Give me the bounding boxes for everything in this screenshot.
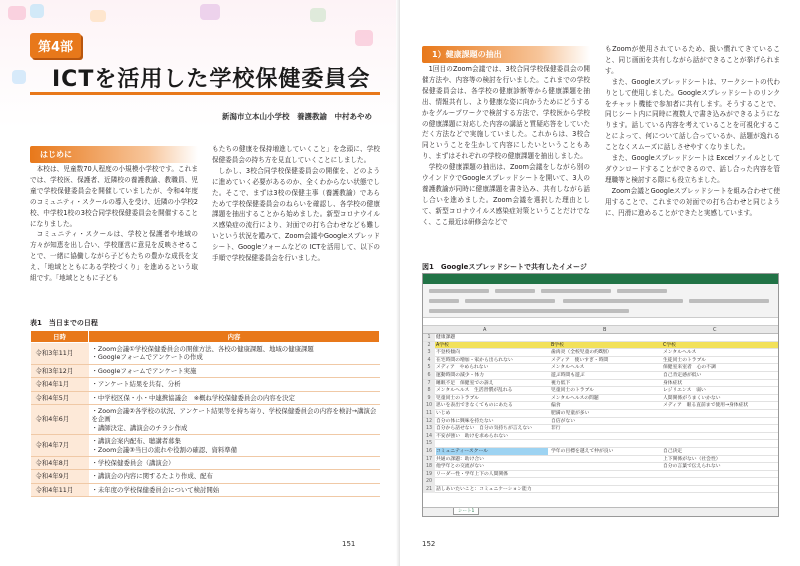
- table-date-cell: 令和4年7月: [31, 435, 89, 457]
- page-number: 151: [342, 540, 356, 548]
- sheet-cell[interactable]: メディア やめられない: [436, 365, 489, 371]
- sheet-row: [423, 387, 778, 395]
- sheet-cell[interactable]: メディア 眼る直前まで使用→身体症状: [663, 403, 749, 409]
- row-number: 12: [423, 418, 435, 425]
- column-letter: C: [713, 327, 717, 333]
- row-number: 1: [423, 334, 435, 341]
- sheet-cell[interactable]: C学校: [663, 342, 676, 348]
- table-row: [31, 483, 380, 496]
- sheet-row: [423, 380, 778, 388]
- sheet-row: [423, 425, 778, 433]
- spreadsheet-screenshot: [422, 273, 779, 517]
- sheet-cell[interactable]: 遊ぶ時間も遊ぶ: [551, 372, 585, 378]
- sheet-row: [423, 357, 778, 365]
- sheet-cell[interactable]: 健康課題: [436, 335, 456, 340]
- sheet-cell[interactable]: 自己肯定感が低い: [663, 372, 702, 378]
- paragraph: また、Googleスプレッドシートは Excelファイルとしてダウンロードすることができるので、話し合った内容を管理職等と検討する際にも役立ちました。: [605, 154, 780, 184]
- sheet-cell[interactable]: リーダー性・学年上下の人間関係: [436, 471, 508, 477]
- spreadsheet-ribbon: [423, 284, 778, 318]
- sheet-row: [423, 395, 778, 403]
- table-date-cell: 令和4年5月: [31, 391, 89, 404]
- sheet-tab[interactable]: シート1: [453, 508, 479, 515]
- sheet-cell[interactable]: 肥満の児童が多い: [551, 410, 590, 416]
- tile-icon: [355, 30, 373, 46]
- sheet-cell[interactable]: メンタルヘルス: [551, 365, 585, 371]
- paragraph: コミュニティ・スクールは、学校と保護者や地域の方々が知恵を出し合い、学校運営に意見を反映させることで、一緒に協働しながら子どもたちの豊かな成長を支え、「地域とともにある学校づくり」を進めるという取組です。「地域とともに子ども: [30, 230, 198, 283]
- schedule-table: [30, 330, 380, 497]
- sheet-cell[interactable]: 自分の体に興味を持たない: [436, 418, 494, 424]
- table-content-cell: ・学校保健委員会（講演会）: [89, 457, 380, 470]
- table-content-cell: ・Zoom会議①学校保健委員会の開催方法、各校の健康課題、地域の健康課題 ・Googleフォームでアンケートの作成: [89, 343, 380, 365]
- table-content-cell: ・中学校区保・小・中連携協議会 ※概ね学校保健委員会の内容を決定: [89, 391, 380, 404]
- row-number: 16: [423, 448, 435, 455]
- table-content-cell: ・Googleフォームでアンケート実施: [89, 364, 380, 377]
- section-heading-intro: はじめに: [30, 146, 198, 163]
- sheet-row: [423, 364, 778, 372]
- column-letter: A: [483, 327, 487, 333]
- tile-icon: [310, 8, 326, 22]
- sheet-row: [423, 418, 778, 426]
- sheet-row: [423, 334, 778, 342]
- sheet-cell[interactable]: メディア 使いすぎ・時間: [551, 357, 609, 363]
- sheet-cell[interactable]: 学年の目標を越えて仲が良い: [551, 448, 614, 454]
- tile-icon: [12, 70, 26, 84]
- sheet-cell[interactable]: 偏食: [551, 403, 561, 409]
- table-caption: 表1 当日までの日程: [30, 319, 98, 327]
- left-column-2: [212, 144, 380, 264]
- table-header: 内容: [89, 331, 380, 343]
- paragraph: しかし、3校合同学校保健委員会の開催を、どのように進めていく必要があるのか、全くわからない状態でした。そこで、まずは3校の保健主事（養護教諭）であらためて学校保健委員会のねらいを確認し、各学校の健康課題を抽出することから始めました。新型コロナウイルス感染症の流行により、対面での打ち合わせなども難しいという状況を鑑みて、Zoom会議やGoogleスプレッドシート、Googleフォームなどの ICTを活用して、以下の手順で学校保健委員会を行いました。: [212, 166, 380, 263]
- table-header: 日時: [31, 331, 89, 343]
- row-number: 8: [423, 387, 435, 394]
- table-date-cell: 令和3年12月: [31, 364, 89, 377]
- sheet-cell[interactable]: 自信がない: [551, 418, 575, 424]
- column-header-row: [423, 326, 778, 334]
- sheet-row: [423, 433, 778, 441]
- table-date-cell: 令和4年9月: [31, 470, 89, 483]
- sheet-cell[interactable]: 身体症状: [663, 380, 683, 386]
- right-column-2: [605, 44, 780, 219]
- table-row: [31, 405, 380, 435]
- sheet-cell[interactable]: 非行: [551, 426, 561, 432]
- row-number: 20: [423, 478, 435, 485]
- table-content-cell: ・未年度の学校保健委員会について検討開始: [89, 483, 380, 496]
- paragraph: 学校の健康課題の抽出は、Zoom会議をしながら別のウインドウでGoogleスプレッドシートを開いて、3人の養護教諭が同時に健康課題を書き込み、共有しながら話し合いを進めました。Zoom会議を選択した理由として、新型コロナウイルス感染症対策ということだけでなく、ここ最近は研修会などで: [422, 163, 590, 226]
- row-number: 19: [423, 471, 435, 478]
- sheet-row: [423, 471, 778, 479]
- paragraph: もZoomが使用されているため、扱い慣れてきていること、同じ画面を共有しながら話ができることが挙げられます。: [605, 45, 780, 75]
- sheet-cell[interactable]: B学校: [551, 342, 564, 348]
- sheet-row: [423, 372, 778, 380]
- sheet-cell[interactable]: 話しあいたいこと：コミュニケーション能力: [436, 486, 532, 492]
- table-row: [31, 435, 380, 457]
- table-row: [31, 457, 380, 470]
- sheet-row: [423, 440, 778, 448]
- table-row: [31, 391, 380, 404]
- table-date-cell: 令和4年1月: [31, 378, 89, 391]
- formula-bar: [423, 318, 778, 326]
- paragraph: また、Googleスプレッドシートは、ワークシートの代わりとして使用しました。Googleスプレッドシートのリンクをチャット機能で参加者に共有します。そうすることで、同じシート内に同時に複数人で書き込みができるようになります。話している内容を考えていることを可視化することによって、何について話し合っているか、話題が逸れることなくスムーズに話しさせやすくなりました。: [605, 77, 780, 152]
- author-line: 新潟市立本山小学校 養護教諭 中村あやめ: [222, 112, 372, 121]
- paragraph: もたちの健康を保持増進していくこと」を念頭に、学校保健委員会の持ち方を見直していくことにしました。: [212, 145, 380, 164]
- title-rule: [30, 92, 380, 95]
- row-number: 18: [423, 463, 435, 470]
- sheet-cell[interactable]: 在宅時間の増加・家から出られない: [436, 357, 513, 363]
- sheet-cell[interactable]: レジリエンス 弱い: [663, 388, 706, 394]
- sheet-cell[interactable]: 上下関係がない（社会性）: [663, 456, 721, 462]
- row-number: 2: [423, 342, 435, 349]
- sheet-cell[interactable]: 不登校傾向: [436, 350, 460, 356]
- tile-icon: [8, 6, 26, 20]
- row-number: 5: [423, 364, 435, 371]
- sheet-cell[interactable]: 思いを表出できなくてものにあたる: [436, 403, 513, 409]
- row-number: 15: [423, 440, 435, 447]
- sheet-row: [423, 463, 778, 471]
- row-number: 3: [423, 349, 435, 356]
- sheet-cell[interactable]: 他学年との交流がない: [436, 464, 484, 470]
- row-number: 14: [423, 433, 435, 440]
- sheet-cell[interactable]: 共通の課題：助け合い: [436, 456, 484, 462]
- sheet-cell[interactable]: 歯肉炎（全校児童の約8割）: [551, 350, 612, 356]
- row-number: 7: [423, 380, 435, 387]
- spreadsheet-grid: [423, 334, 778, 493]
- table-content-cell: ・講演会の内容に関するたより作成、配布: [89, 470, 380, 483]
- table-row: [31, 470, 380, 483]
- row-number: 4: [423, 357, 435, 364]
- spreadsheet-titlebar: [423, 274, 778, 284]
- table-date-cell: 令和4年8月: [31, 457, 89, 470]
- sheet-tabs: [423, 507, 778, 516]
- sheet-cell[interactable]: 自己決定: [663, 448, 683, 454]
- sheet-cell[interactable]: 視力低下: [551, 380, 571, 386]
- row-number: 11: [423, 410, 435, 417]
- sheet-cell[interactable]: 運動時間の減少・体力: [436, 372, 484, 378]
- table-content-cell: ・Zoom会議②各学校の状況、アンケート結果等を持ち寄り、学校保健委員会の内容を検討→講演会を企画 ・講師決定、講演会のチラシ作成: [89, 405, 380, 435]
- table-row: [31, 364, 380, 377]
- figure-caption: 図1 Googleスプレッドシートで共有したイメージ: [422, 263, 587, 271]
- row-number: 13: [423, 425, 435, 432]
- sheet-cell[interactable]: コミュニティースクール: [436, 448, 488, 454]
- table-date-cell: 令和3年11月: [31, 343, 89, 365]
- tile-icon: [90, 10, 106, 22]
- left-column-1: [30, 164, 198, 284]
- sheet-row: [423, 478, 778, 486]
- tile-icon: [200, 4, 220, 20]
- row-number: 17: [423, 456, 435, 463]
- right-page: [400, 0, 800, 566]
- sheet-cell[interactable]: メンタルヘルスの問題: [551, 395, 599, 401]
- sheet-row: [423, 486, 778, 494]
- sheet-cell[interactable]: メンタルヘルス: [663, 350, 697, 356]
- sheet-row: [423, 342, 778, 350]
- row-number: 9: [423, 395, 435, 402]
- section-heading-extraction: 1）健康課題の抽出: [422, 46, 590, 63]
- sheet-row: [423, 402, 778, 410]
- tile-icon: [30, 4, 44, 18]
- sheet-cell[interactable]: いじめ: [436, 410, 451, 416]
- right-column-1: [422, 64, 590, 228]
- sheet-row: [423, 410, 778, 418]
- sheet-cell[interactable]: 生徒同士のトラブル: [663, 357, 706, 363]
- page-number: 152: [422, 540, 436, 548]
- row-number: 21: [423, 486, 435, 493]
- sheet-cell[interactable]: 人間関係がうまくいかない: [663, 395, 721, 401]
- sheet-cell[interactable]: 児童同士のトラブル: [551, 388, 594, 394]
- paragraph: 本校は、児童数70人程度の小規模小学校です。これまでは、学校医、保護者、近隣校の養護教諭、教職員、児童で学校保健委員会を開催していましたが、令和4年度のコミュニティ・スクールの導入を受け、近隣の小学校2校、中学校1校の3校合同学校保健委員会を開催することになりました。: [30, 165, 198, 228]
- row-number: 10: [423, 402, 435, 409]
- table-content-cell: ・講演会案内配布、聴講者募集 ・Zoom会議③当日の流れや役割の確認、資料準備: [89, 435, 380, 457]
- row-number: 6: [423, 372, 435, 379]
- sheet-row: [423, 456, 778, 464]
- sheet-row: [423, 349, 778, 357]
- table-row: [31, 343, 380, 365]
- paragraph: Zoom会議とGoogleスプレッドシートを組み合わせて使用することで、これまでの対面での打ち合わせと同じように、円滑に進めることができたと実感しています。: [605, 186, 780, 217]
- table-date-cell: 令和4年11月: [31, 483, 89, 496]
- table-date-cell: 令和4年6月: [31, 405, 89, 435]
- table-content-cell: ・アンケート結果を共有、分析: [89, 378, 380, 391]
- table-row: [31, 378, 380, 391]
- sheet-cell[interactable]: メンタルヘルス 生活習慣が乱れる: [436, 388, 513, 394]
- paragraph: 1回目のZoom会議では、3校合同学校保健委員会の開催方法や、内容等の検討を行いました。これまでの学校保健委員会は、各学校の健康診断等から健康課題を抽出、情報共有し、より健康な姿に向かうためにどうするかをグループワークで検討する方法で、学校医から学校の健康課題に対応した内容の講話と質疑応答をしていただく方法などで実施していました。これからは、3校合同ということを生かして内容にしたいということもあり、まずはそれぞれの学校の健康課題を抽出しました。: [422, 65, 590, 161]
- article-title: ICTを活用した学校保健委員会: [52, 67, 371, 92]
- sheet-cell[interactable]: 睡眠不足 保健室での訴え: [436, 380, 494, 386]
- sheet-cell[interactable]: 自分から話せない 自分の気持ちが言えない: [436, 426, 532, 432]
- sheet-cell[interactable]: 自分の言葉で伝えられない: [663, 464, 721, 470]
- sheet-cell[interactable]: 児童同士のトラブル: [436, 395, 479, 401]
- chapter-badge: 第4部: [30, 33, 81, 58]
- sheet-cell[interactable]: 保健室来室者 心の不調: [663, 365, 716, 371]
- sheet-cell[interactable]: 不安が強い 助けを求められない: [436, 433, 508, 439]
- sheet-cell[interactable]: A学校: [436, 342, 449, 348]
- column-letter: B: [603, 327, 607, 333]
- sheet-row: [423, 448, 778, 456]
